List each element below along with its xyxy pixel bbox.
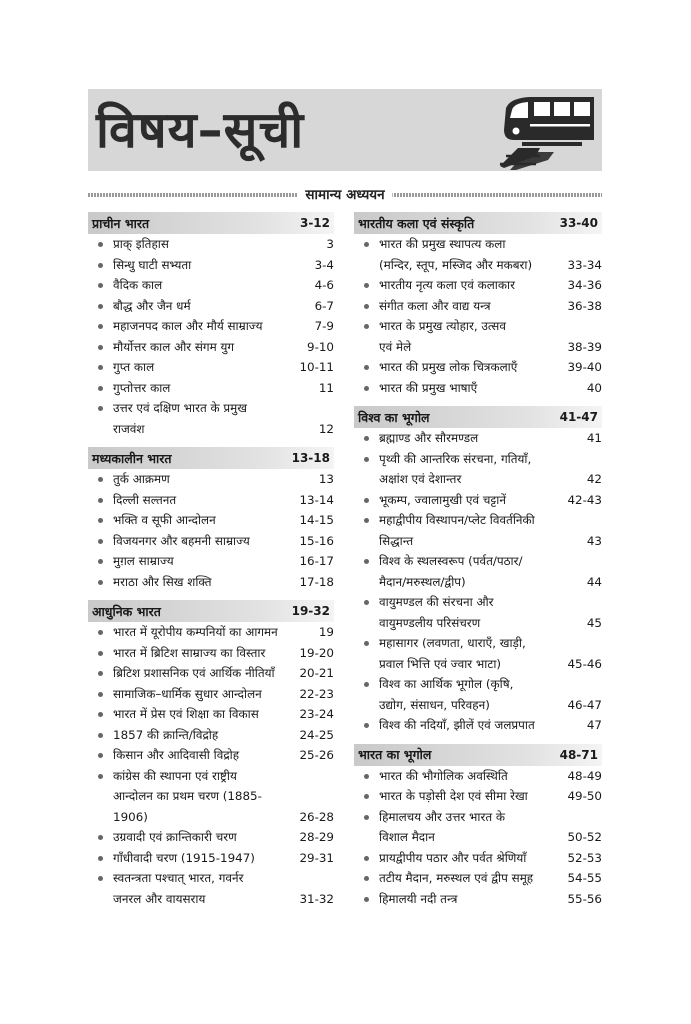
section-header[interactable] (354, 744, 602, 766)
bullet-icon (98, 692, 103, 697)
toc-entry[interactable] (354, 633, 602, 674)
section-page-range: 41-47 (559, 410, 598, 424)
toc-entry[interactable] (88, 296, 334, 317)
bullet-icon (364, 559, 369, 564)
entry-page-range: 15-16 (299, 533, 334, 548)
toc-entry[interactable] (88, 868, 334, 909)
entry-title: भक्ति व सूफी आन्दोलन (113, 513, 216, 527)
entry-page-range: 9-10 (307, 339, 334, 354)
entry-title: सामाजिक–धार्मिक सुधार आन्दोलन (113, 686, 262, 701)
entry-title: महाजनपद काल और मौर्य साम्राज्य (113, 319, 263, 333)
entry-title: उत्तर एवं दक्षिण भारत के प्रमुख राजवंश (113, 401, 248, 436)
entry-title: भारत की प्रमुख लोक चित्रकलाएँ (379, 360, 518, 374)
toc-entry[interactable] (354, 786, 602, 807)
bullet-icon (364, 457, 369, 462)
section-title: भारतीय कला एवं संस्कृति (358, 215, 475, 231)
bullet-icon (98, 518, 103, 523)
entry-title: भारत के पड़ोसी देश एवं सीमा रेखा (379, 789, 528, 803)
train-icon (496, 94, 598, 170)
bullet-icon (98, 345, 103, 350)
entry-title: वायुमण्डल की संरचना और वायुमण्डलीय परिसंचरण (379, 595, 494, 630)
toc-entry[interactable] (354, 807, 602, 848)
toc-entry[interactable] (88, 275, 334, 296)
bullet-icon (364, 498, 369, 503)
entry-title: भारत की भौगोलिक अवस्थिति (379, 768, 508, 783)
entry-page-range: 29-31 (299, 850, 334, 865)
bullet-icon (364, 304, 369, 309)
entry-title: 1857 की क्रान्ति/विद्रोह (113, 727, 219, 742)
toc-entry[interactable] (354, 889, 602, 910)
section-header[interactable] (88, 600, 334, 622)
bullet-icon (98, 324, 103, 329)
bullet-icon (98, 856, 103, 861)
entry-title: विश्व के स्थलस्वरूप (पर्वत/पठार/ मैदान/मरुस्थल/द्वीप) (379, 554, 523, 589)
bullet-icon (98, 753, 103, 758)
toc-entry[interactable] (88, 766, 334, 828)
entry-page-range: 45 (586, 615, 602, 630)
entry-page-range: 47 (586, 718, 602, 732)
toc-entry[interactable] (354, 296, 602, 317)
entry-page-range: 43 (586, 533, 602, 548)
entry-page-range: 10-11 (299, 360, 334, 374)
entry-title: ब्रह्माण्ड और सौरमण्डल (379, 431, 479, 445)
toc-entry[interactable] (88, 357, 334, 378)
toc-entry[interactable] (88, 337, 334, 358)
bullet-icon (98, 580, 103, 585)
entry-title: सिन्धु घाटी सभ्यता (113, 257, 192, 272)
entry-page-range: 55-56 (567, 891, 602, 906)
toc-entry[interactable] (354, 275, 602, 296)
entry-title: गाँधीवादी चरण (1915-1947) (113, 850, 255, 865)
entry-title: भारत की प्रमुख स्थापत्य कला (मन्दिर, स्तूप, मस्जिद और मकबरा) (379, 237, 533, 272)
toc-entry[interactable] (88, 745, 334, 766)
section-title: भारत का भूगोल (358, 747, 432, 762)
entry-page-range: 7-9 (314, 319, 334, 333)
entry-page-range: 41 (586, 431, 602, 445)
bullet-icon (364, 682, 369, 687)
toc-entry[interactable] (88, 531, 334, 552)
entry-page-range: 42 (586, 472, 602, 486)
section-title: आधुनिक भारत (92, 603, 161, 619)
entry-title: विश्व की नदियाँ, झीलें एवं जलप्रपात (379, 718, 535, 732)
toc-section (354, 212, 602, 398)
toc-entry[interactable] (354, 378, 602, 399)
toc-entry[interactable] (354, 848, 602, 869)
entry-page-range: 49-50 (567, 789, 602, 803)
toc-section (354, 406, 602, 736)
bullet-icon (364, 856, 369, 861)
entry-title: भारत में यूरोपीय कम्पनियों का आगमन (113, 625, 278, 639)
entry-page-range: 13 (318, 472, 334, 486)
toc-section (354, 744, 602, 910)
entry-page-range: 14-15 (299, 513, 334, 527)
entry-page-range: 44 (586, 574, 602, 589)
entry-title: बौद्ध और जैन धर्म (113, 298, 191, 313)
bullet-icon (98, 835, 103, 840)
entry-title: मौर्योत्तर काल और संगम युग (113, 339, 235, 354)
bullet-icon (364, 876, 369, 881)
entry-page-range: 33-34 (567, 257, 602, 272)
bullet-icon (98, 365, 103, 370)
bullet-icon (98, 671, 103, 676)
entry-title: हिमालचय और उत्तर भारत के विशाल मैदान (379, 809, 506, 844)
toc-entry[interactable] (88, 725, 334, 746)
toc-section (88, 600, 334, 909)
entry-page-range: 25-26 (299, 748, 334, 762)
section-page-range: 13-18 (291, 451, 330, 465)
entry-page-range: 31-32 (299, 891, 334, 906)
entry-page-range: 22-23 (299, 686, 334, 701)
entry-title: पृथ्वी की आन्तरिक संरचना, गतियाँ, अक्षांश एवं देशान्तर (379, 451, 532, 486)
entry-title: भारतीय नृत्य कला एवं कलाकार (379, 278, 515, 292)
section-page-range: 48-71 (559, 747, 598, 762)
bullet-icon (364, 641, 369, 646)
entry-page-range: 42-43 (567, 492, 602, 507)
entry-title: विजयनगर और बहमनी साम्राज्य (113, 533, 250, 548)
subject-divider (88, 184, 602, 206)
entry-page-range: 3 (326, 237, 334, 251)
entry-page-range: 28-29 (299, 830, 334, 844)
entry-title: हिमालयी नदी तन्त्र (379, 891, 458, 906)
entry-title: भारत के प्रमुख त्योहार, उत्सव एवं मेले (379, 319, 506, 354)
entry-title: भारत की प्रमुख भाषाएँ (379, 380, 478, 395)
page-title: विषय–सूची (96, 101, 305, 159)
bullet-icon (364, 897, 369, 902)
bullet-icon (98, 242, 103, 247)
bullet-icon (364, 436, 369, 441)
entry-page-range: 52-53 (567, 850, 602, 865)
bullet-icon (98, 283, 103, 288)
toc-entry[interactable] (88, 622, 334, 643)
entry-page-range: 6-7 (314, 298, 334, 313)
entry-title: तुर्क आक्रमण (113, 472, 170, 486)
toc-entry[interactable] (354, 449, 602, 490)
left-column (88, 212, 334, 917)
bullet-icon (98, 263, 103, 268)
entry-title: दिल्ली सल्तनत (113, 492, 177, 507)
bullet-icon (364, 723, 369, 728)
bullet-icon (364, 774, 369, 779)
bullet-icon (364, 386, 369, 391)
entry-page-range: 23-24 (299, 707, 334, 721)
entry-title: ब्रिटिश प्रशासनिक एवं आर्थिक नीतियाँ (113, 666, 275, 680)
entry-title: भारत में ब्रिटिश साम्राज्य का विस्तार (113, 645, 266, 660)
entry-page-range: 24-25 (299, 727, 334, 742)
bullet-icon (364, 794, 369, 799)
bullet-icon (98, 477, 103, 482)
section-header[interactable] (88, 212, 334, 234)
section-header[interactable] (354, 406, 602, 428)
entry-title: प्राक् इतिहास (113, 237, 169, 251)
toc-entry[interactable] (88, 398, 334, 439)
entry-page-range: 34-36 (567, 278, 602, 292)
toc-entry[interactable] (88, 469, 334, 490)
toc-entry[interactable] (354, 592, 602, 633)
entry-page-range: 26-28 (299, 809, 334, 824)
section-title: मध्यकालीन भारत (92, 450, 172, 466)
entry-title: प्रायद्वीपीय पठार और पर्वत श्रेणियाँ (379, 850, 527, 865)
bullet-icon (98, 559, 103, 564)
entry-title: गुप्त काल (113, 360, 155, 374)
entry-title: मराठा और सिख शक्ति (113, 574, 212, 589)
toc-entry[interactable] (354, 766, 602, 787)
entry-title: संगीत कला और वाद्य यन्त्र (379, 298, 491, 313)
section-title: प्राचीन भारत (92, 215, 150, 231)
bullet-icon (364, 600, 369, 605)
entry-title: किसान और आदिवासी विद्रोह (113, 748, 240, 762)
toc-entry[interactable] (88, 510, 334, 531)
toc-entry[interactable] (88, 848, 334, 869)
toc-entry[interactable] (88, 234, 334, 255)
bullet-icon (98, 406, 103, 411)
toc-entry[interactable] (88, 551, 334, 572)
bullet-icon (98, 733, 103, 738)
entry-page-range: 13-14 (299, 492, 334, 507)
entry-title: मुग़ल साम्राज्य (113, 554, 174, 568)
toc-entry[interactable] (88, 490, 334, 511)
entry-page-range: 3-4 (314, 257, 334, 272)
bullet-icon (98, 774, 103, 779)
entry-page-range: 54-55 (567, 871, 602, 885)
entry-page-range: 4-6 (314, 278, 334, 292)
toc-entry[interactable] (88, 643, 334, 664)
entry-page-range: 50-52 (567, 830, 602, 844)
entry-page-range: 40 (586, 380, 602, 395)
toc-entry[interactable] (354, 428, 602, 449)
entry-title: भारत में प्रेस एवं शिक्षा का विकास (113, 707, 259, 721)
entry-title: महासागर (लवणता, धाराएँ, खाड़ी, प्रवाल भित्ति एवं ज्वार भाटा) (379, 636, 526, 671)
toc-section (88, 212, 334, 439)
toc-entry[interactable] (354, 357, 602, 378)
bullet-icon (364, 283, 369, 288)
toc-entry[interactable] (88, 827, 334, 848)
bullet-icon (98, 498, 103, 503)
bullet-icon (98, 304, 103, 309)
entry-page-range: 38-39 (567, 339, 602, 354)
bullet-icon (98, 386, 103, 391)
toc-entry[interactable] (88, 663, 334, 684)
toc-entry[interactable] (354, 868, 602, 889)
toc-entry[interactable] (354, 510, 602, 551)
entry-title: गुप्तोत्तर काल (113, 380, 171, 395)
entry-page-range: 11 (318, 380, 334, 395)
entry-title: विश्व का आर्थिक भूगोल (कृषि, उद्योग, संसाधन, परिवहन) (379, 677, 514, 712)
toc-entry[interactable] (88, 704, 334, 725)
toc-entry[interactable] (88, 684, 334, 705)
entry-page-range: 45-46 (567, 656, 602, 671)
bullet-icon (98, 876, 103, 881)
subject-heading: सामान्य अध्ययन (297, 184, 392, 206)
bullet-icon (364, 242, 369, 247)
entry-page-range: 19-20 (299, 645, 334, 660)
bullet-icon (98, 630, 103, 635)
entry-title: कांग्रेस की स्थापना एवं राष्ट्रीय आन्दोलन का प्रथम चरण (1885-1906) (113, 768, 262, 824)
section-header[interactable] (88, 447, 334, 469)
entry-page-range: 39-40 (567, 360, 602, 374)
toc-entry[interactable] (88, 255, 334, 276)
entry-title: उग्रवादी एवं क्रान्तिकारी चरण (113, 830, 237, 844)
toc-entry[interactable] (88, 378, 334, 399)
bullet-icon (364, 518, 369, 523)
entry-title: स्वतन्त्रता पश्चात् भारत, गवर्नर जनरल और वायसराय (113, 871, 244, 906)
toc-entry[interactable] (88, 316, 334, 337)
toc-entry[interactable] (354, 316, 602, 357)
section-page-range: 3-12 (299, 216, 330, 230)
entry-page-range: 48-49 (567, 768, 602, 783)
section-page-range: 33-40 (559, 216, 598, 230)
entry-page-range: 19 (318, 625, 334, 639)
bullet-icon (364, 815, 369, 820)
toc-section (88, 447, 334, 592)
entry-page-range: 20-21 (299, 666, 334, 680)
section-page-range: 19-32 (291, 604, 330, 618)
entry-page-range: 12 (318, 421, 334, 436)
section-header[interactable] (354, 212, 602, 234)
toc-entry[interactable] (354, 490, 602, 511)
entry-page-range: 36-38 (567, 298, 602, 313)
toc-entry[interactable] (354, 234, 602, 275)
toc-entry[interactable] (354, 715, 602, 736)
entry-page-range: 17-18 (299, 574, 334, 589)
toc-entry[interactable] (354, 551, 602, 592)
right-column (354, 212, 602, 917)
toc-entry[interactable] (88, 572, 334, 593)
entry-title: भूकम्प, ज्वालामुखी एवं चट्टानें (379, 492, 506, 507)
entry-page-range: 16-17 (299, 554, 334, 568)
bullet-icon (98, 712, 103, 717)
bullet-icon (98, 651, 103, 656)
bullet-icon (364, 365, 369, 370)
toc-entry[interactable] (354, 674, 602, 715)
bullet-icon (364, 324, 369, 329)
bullet-icon (98, 539, 103, 544)
entry-page-range: 46-47 (567, 697, 602, 712)
section-title: विश्व का भूगोल (358, 409, 430, 425)
entry-title: तटीय मैदान, मरुस्थल एवं द्वीप समूह (379, 871, 534, 885)
entry-title: महाद्वीपीय विस्थापन/प्लेट विवर्तनिकी सिद्धान्त (379, 513, 535, 548)
entry-title: वैदिक काल (113, 278, 163, 292)
